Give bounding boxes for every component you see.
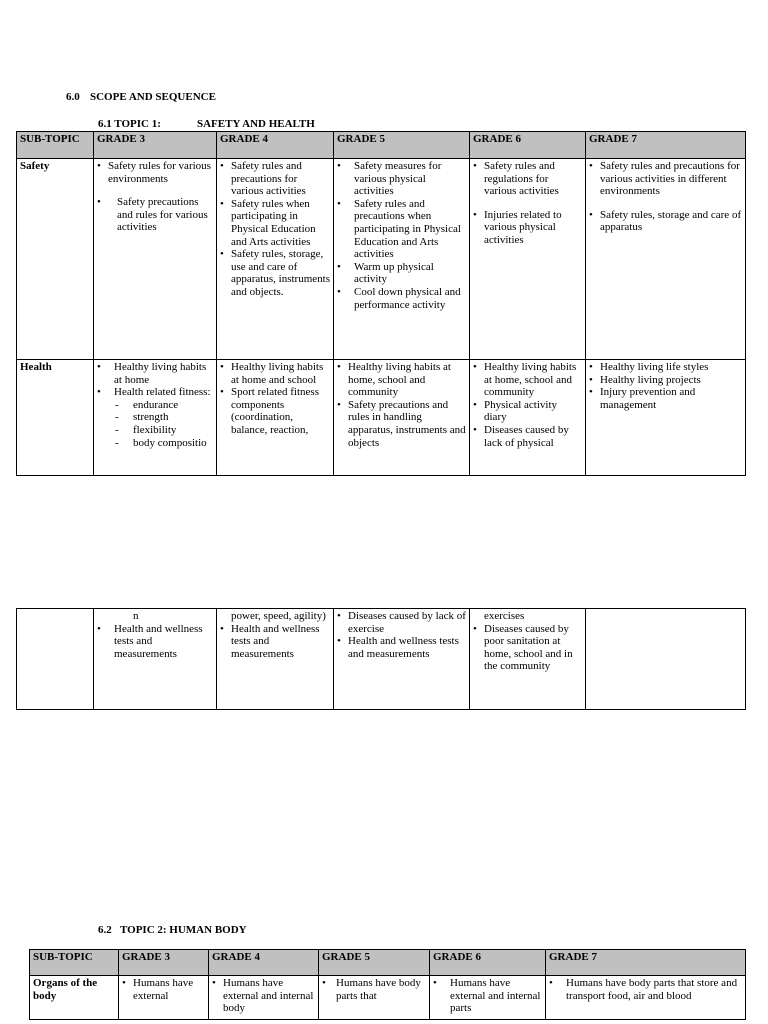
list-item: • Healthy living habits at home and school — [220, 361, 330, 386]
table-row-organs — [30, 976, 746, 1020]
list-item: - endurance — [97, 399, 213, 412]
list-item: • Safety rules and precautions for various activities — [220, 160, 330, 198]
list-item: • Healthy living habits at home — [97, 361, 213, 386]
cell-cont-grade6 — [470, 609, 586, 710]
list-item: • Healthy living life styles — [589, 361, 742, 374]
list-item: • Health related fitness: — [97, 386, 213, 399]
section-number: 6.0 — [66, 91, 80, 103]
list-item: • Safety rules and regulations for various activities — [473, 160, 582, 198]
section-title: SCOPE AND SEQUENCE — [90, 91, 216, 103]
list-item: • Health and wellness tests and measurements — [337, 635, 466, 660]
cell-health-grade3 — [94, 360, 217, 476]
list-item: - strength — [97, 411, 213, 424]
text-fragment: exercises — [484, 610, 525, 622]
list-item: • Physical activity diary — [473, 399, 582, 424]
subtopic-safety: Safety — [17, 159, 94, 360]
cell-safety-grade3 — [94, 159, 217, 360]
header-grade5: GRADE 5 — [334, 132, 470, 159]
list-item: • Health and wellness tests and measurements — [220, 623, 330, 661]
list-item: • Sport related fitness components (coordination, balance, reaction, — [220, 386, 330, 436]
list-item: • Safety rules, storage, use and care of apparatus, instruments and objects. — [220, 248, 330, 298]
header-grade7: GRADE 7 — [546, 950, 746, 976]
header-grade7: GRADE 7 — [586, 132, 746, 159]
topic2-number: 6.2 — [98, 924, 112, 936]
table-row-health — [17, 360, 746, 476]
subtopic-health: Health — [17, 360, 94, 476]
topic2-table — [29, 949, 746, 1020]
subtopic-organs: Organs of the body — [30, 976, 119, 1020]
list-item: • Healthy living habits at home, school and community — [473, 361, 582, 399]
cell-health-grade4 — [217, 360, 334, 476]
cell-health-grade5 — [334, 360, 470, 476]
list-item: • Healthy living habits at home, school and community — [337, 361, 466, 399]
list-item: • Safety measures for various physical activities — [337, 160, 466, 198]
topic1-table-continued — [16, 608, 746, 710]
cell-organs-grade4 — [209, 976, 319, 1020]
list-item: • Humans have body parts that — [322, 977, 426, 1002]
list-item: • Diseases caused by lack of exercise — [337, 610, 466, 635]
list-item: • Injury prevention and management — [589, 386, 742, 411]
cell-cont-subtopic — [17, 609, 94, 710]
list-item: • Humans have external — [122, 977, 205, 1002]
list-item: - body compositio — [97, 437, 213, 450]
cell-safety-grade6 — [470, 159, 586, 360]
header-grade4: GRADE 4 — [209, 950, 319, 976]
header-subtopic: SUB-TOPIC — [17, 132, 94, 159]
list-item: • Humans have external and internal body — [212, 977, 315, 1015]
cell-cont-grade7 — [586, 609, 746, 710]
cell-health-grade7 — [586, 360, 746, 476]
cell-organs-grade5 — [319, 976, 430, 1020]
topic2-title: TOPIC 2: HUMAN BODY — [120, 924, 247, 936]
list-item: • Warm up physical activity — [337, 261, 466, 286]
header-grade4: GRADE 4 — [217, 132, 334, 159]
header-grade5: GRADE 5 — [319, 950, 430, 976]
cell-cont-grade5 — [334, 609, 470, 710]
list-item: • Safety precautions and rules for various activities — [97, 196, 213, 234]
list-item: • Cool down physical and performance activity — [337, 286, 466, 311]
table-row-safety — [17, 159, 746, 360]
cell-safety-grade4 — [217, 159, 334, 360]
text-fragment: n — [133, 610, 139, 622]
list-item: • Humans have external and internal parts — [433, 977, 542, 1015]
list-item: • Healthy living projects — [589, 374, 742, 387]
header-grade3: GRADE 3 — [94, 132, 217, 159]
list-item: • Humans have body parts that store and transport food, air and blood — [549, 977, 742, 1002]
list-item: • Injuries related to various physical activities — [473, 209, 582, 247]
header-subtopic: SUB-TOPIC — [30, 950, 119, 976]
cell-health-grade6 — [470, 360, 586, 476]
topic1-table — [16, 131, 746, 476]
list-item: • Safety precautions and rules in handling apparatus, instruments and objects — [337, 399, 466, 449]
list-item: • Safety rules for various environments — [97, 160, 213, 185]
list-item: • Safety rules when participating in Physical Education and Arts activities — [220, 198, 330, 248]
list-item: • Safety rules and precautions when participating in Physical Education and Arts activities — [337, 198, 466, 261]
cell-safety-grade7 — [586, 159, 746, 360]
topic1-number: 6.1 TOPIC 1: — [98, 118, 161, 130]
table-row-health-continued — [17, 609, 746, 710]
cell-organs-grade6 — [430, 976, 546, 1020]
list-item: • Safety rules, storage and care of apparatus — [589, 209, 742, 234]
table-header-row — [17, 132, 746, 159]
list-item: - flexibility — [97, 424, 213, 437]
header-grade6: GRADE 6 — [430, 950, 546, 976]
header-grade6: GRADE 6 — [470, 132, 586, 159]
cell-safety-grade5 — [334, 159, 470, 360]
cell-organs-grade3 — [119, 976, 209, 1020]
cell-organs-grade7 — [546, 976, 746, 1020]
list-item: • Diseases caused by poor sanitation at home, school and in the community — [473, 623, 582, 673]
list-item: • Diseases caused by lack of physical — [473, 424, 582, 449]
header-grade3: GRADE 3 — [119, 950, 209, 976]
cell-cont-grade4 — [217, 609, 334, 710]
list-item: • Health and wellness tests and measurements — [97, 623, 213, 661]
list-item: • Safety rules and precautions for various activities in different environments — [589, 160, 742, 198]
cell-cont-grade3 — [94, 609, 217, 710]
table-header-row — [30, 950, 746, 976]
text-fragment: power, speed, agility) — [231, 610, 326, 622]
topic1-title: SAFETY AND HEALTH — [197, 118, 315, 130]
